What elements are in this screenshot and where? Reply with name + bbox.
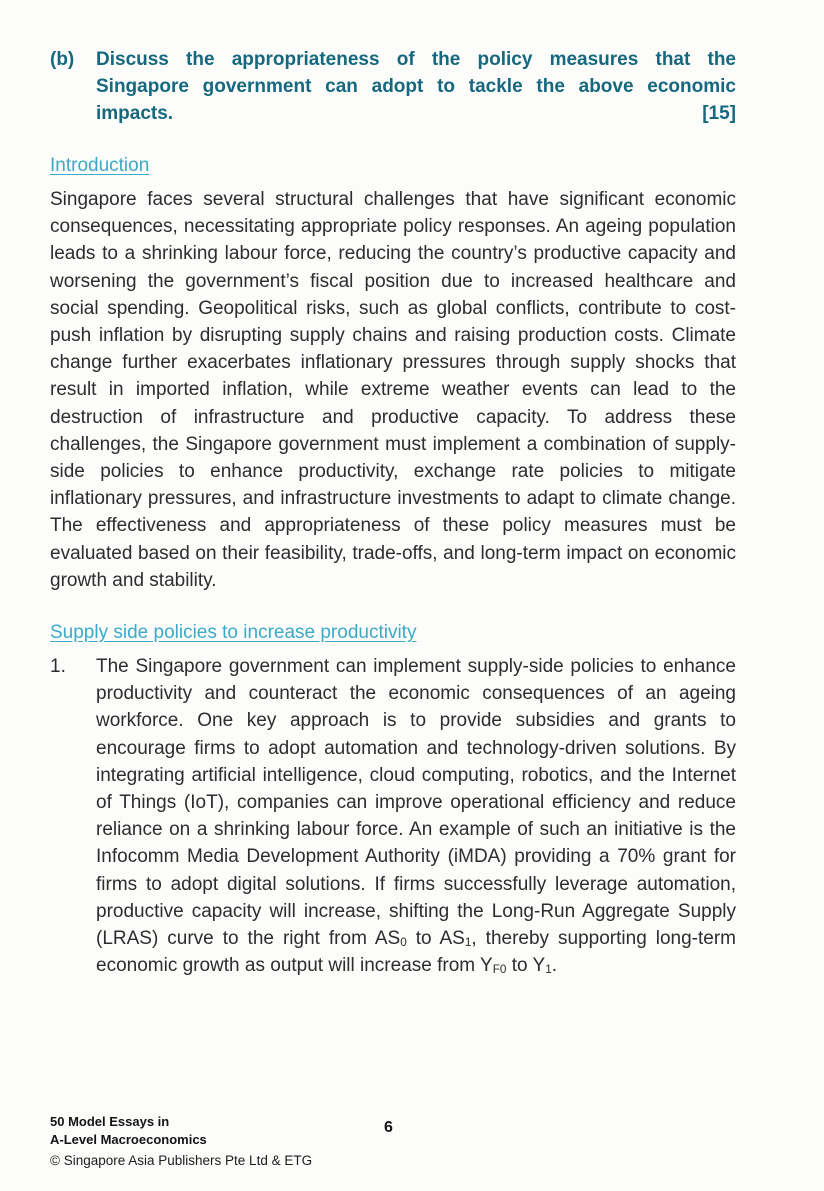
- section-heading-introduction: Introduction: [50, 155, 150, 176]
- list-item: [50, 653, 736, 979]
- list-item-number: 1.: [50, 656, 66, 678]
- page-number: 6: [384, 1119, 393, 1136]
- footer-book-title: [50, 1113, 207, 1149]
- list-item-text: The Singapore government can implement supply-side policies to enhance productivity and counteract the economic consequences of an ageing workforce. One key approach is to provide subsidies and grants to encourage firms to adopt automation and technology-driven solutions. By integrating artificial intelligence, cloud computing, robotics, and the Internet of Things (IoT), companies can improve operational efficiency and reduce reliance on a shrinking labour force. An example of such an initiative is the Infocomm Media Development Authority (iMDA) providing a 70% grant for firms to adopt digital solutions. If firms successfully leverage automation, productive capacity will increase, shifting the Long-Run Aggregate Supply (LRAS) curve to the right from $AS_0$ to $AS_1$, thereby supporting long-term economic growth as output will increase from $Y_{F0}$ to $Y_1$.: [96, 656, 736, 977]
- question-marks: [15]: [702, 103, 736, 124]
- page-content: [50, 46, 736, 979]
- question-text: [96, 46, 736, 127]
- footer-book-title-line2: A-Level Macroeconomics: [50, 1132, 207, 1147]
- question-part-label: (b): [50, 49, 75, 70]
- footer-book-title-line1: 50 Model Essays in: [50, 1114, 170, 1129]
- footer-copyright: © Singapore Asia Publishers Pte Ltd & ETG: [50, 1153, 313, 1168]
- section-heading-supply-side: Supply side policies to increase productivity: [50, 622, 417, 644]
- introduction-paragraph: Singapore faces several structural challenges that have significant economic consequences, necessitating appropriate policy responses. An ageing population leads to a shrinking labour force, reducing the country’s productive capacity and worsening the government’s fiscal position due to increased healthcare and social spending. Geopolitical risks, such as global conflicts, contribute to cost-push inflation by disrupting supply chains and raising production costs. Climate change further exacerbates inflationary pressures through supply shocks that result in imported inflation, while extreme weather events can lead to the destruction of infrastructure and productive capacity. To address these challenges, the Singapore government must implement a combination of supply-side policies to enhance productivity, exchange rate policies to mitigate inflationary pressures, and infrastructure investments to adapt to climate change. The effectiveness and appropriateness of these policy measures must be evaluated based on their feasibility, trade-offs, and long-term impact on economic growth and stability.: [50, 189, 736, 591]
- question-text-body: Discuss the appropriateness of the policy measures that the Singapore government can adopt to tackle the above economic impacts.: [96, 49, 736, 124]
- question-heading: [50, 46, 736, 127]
